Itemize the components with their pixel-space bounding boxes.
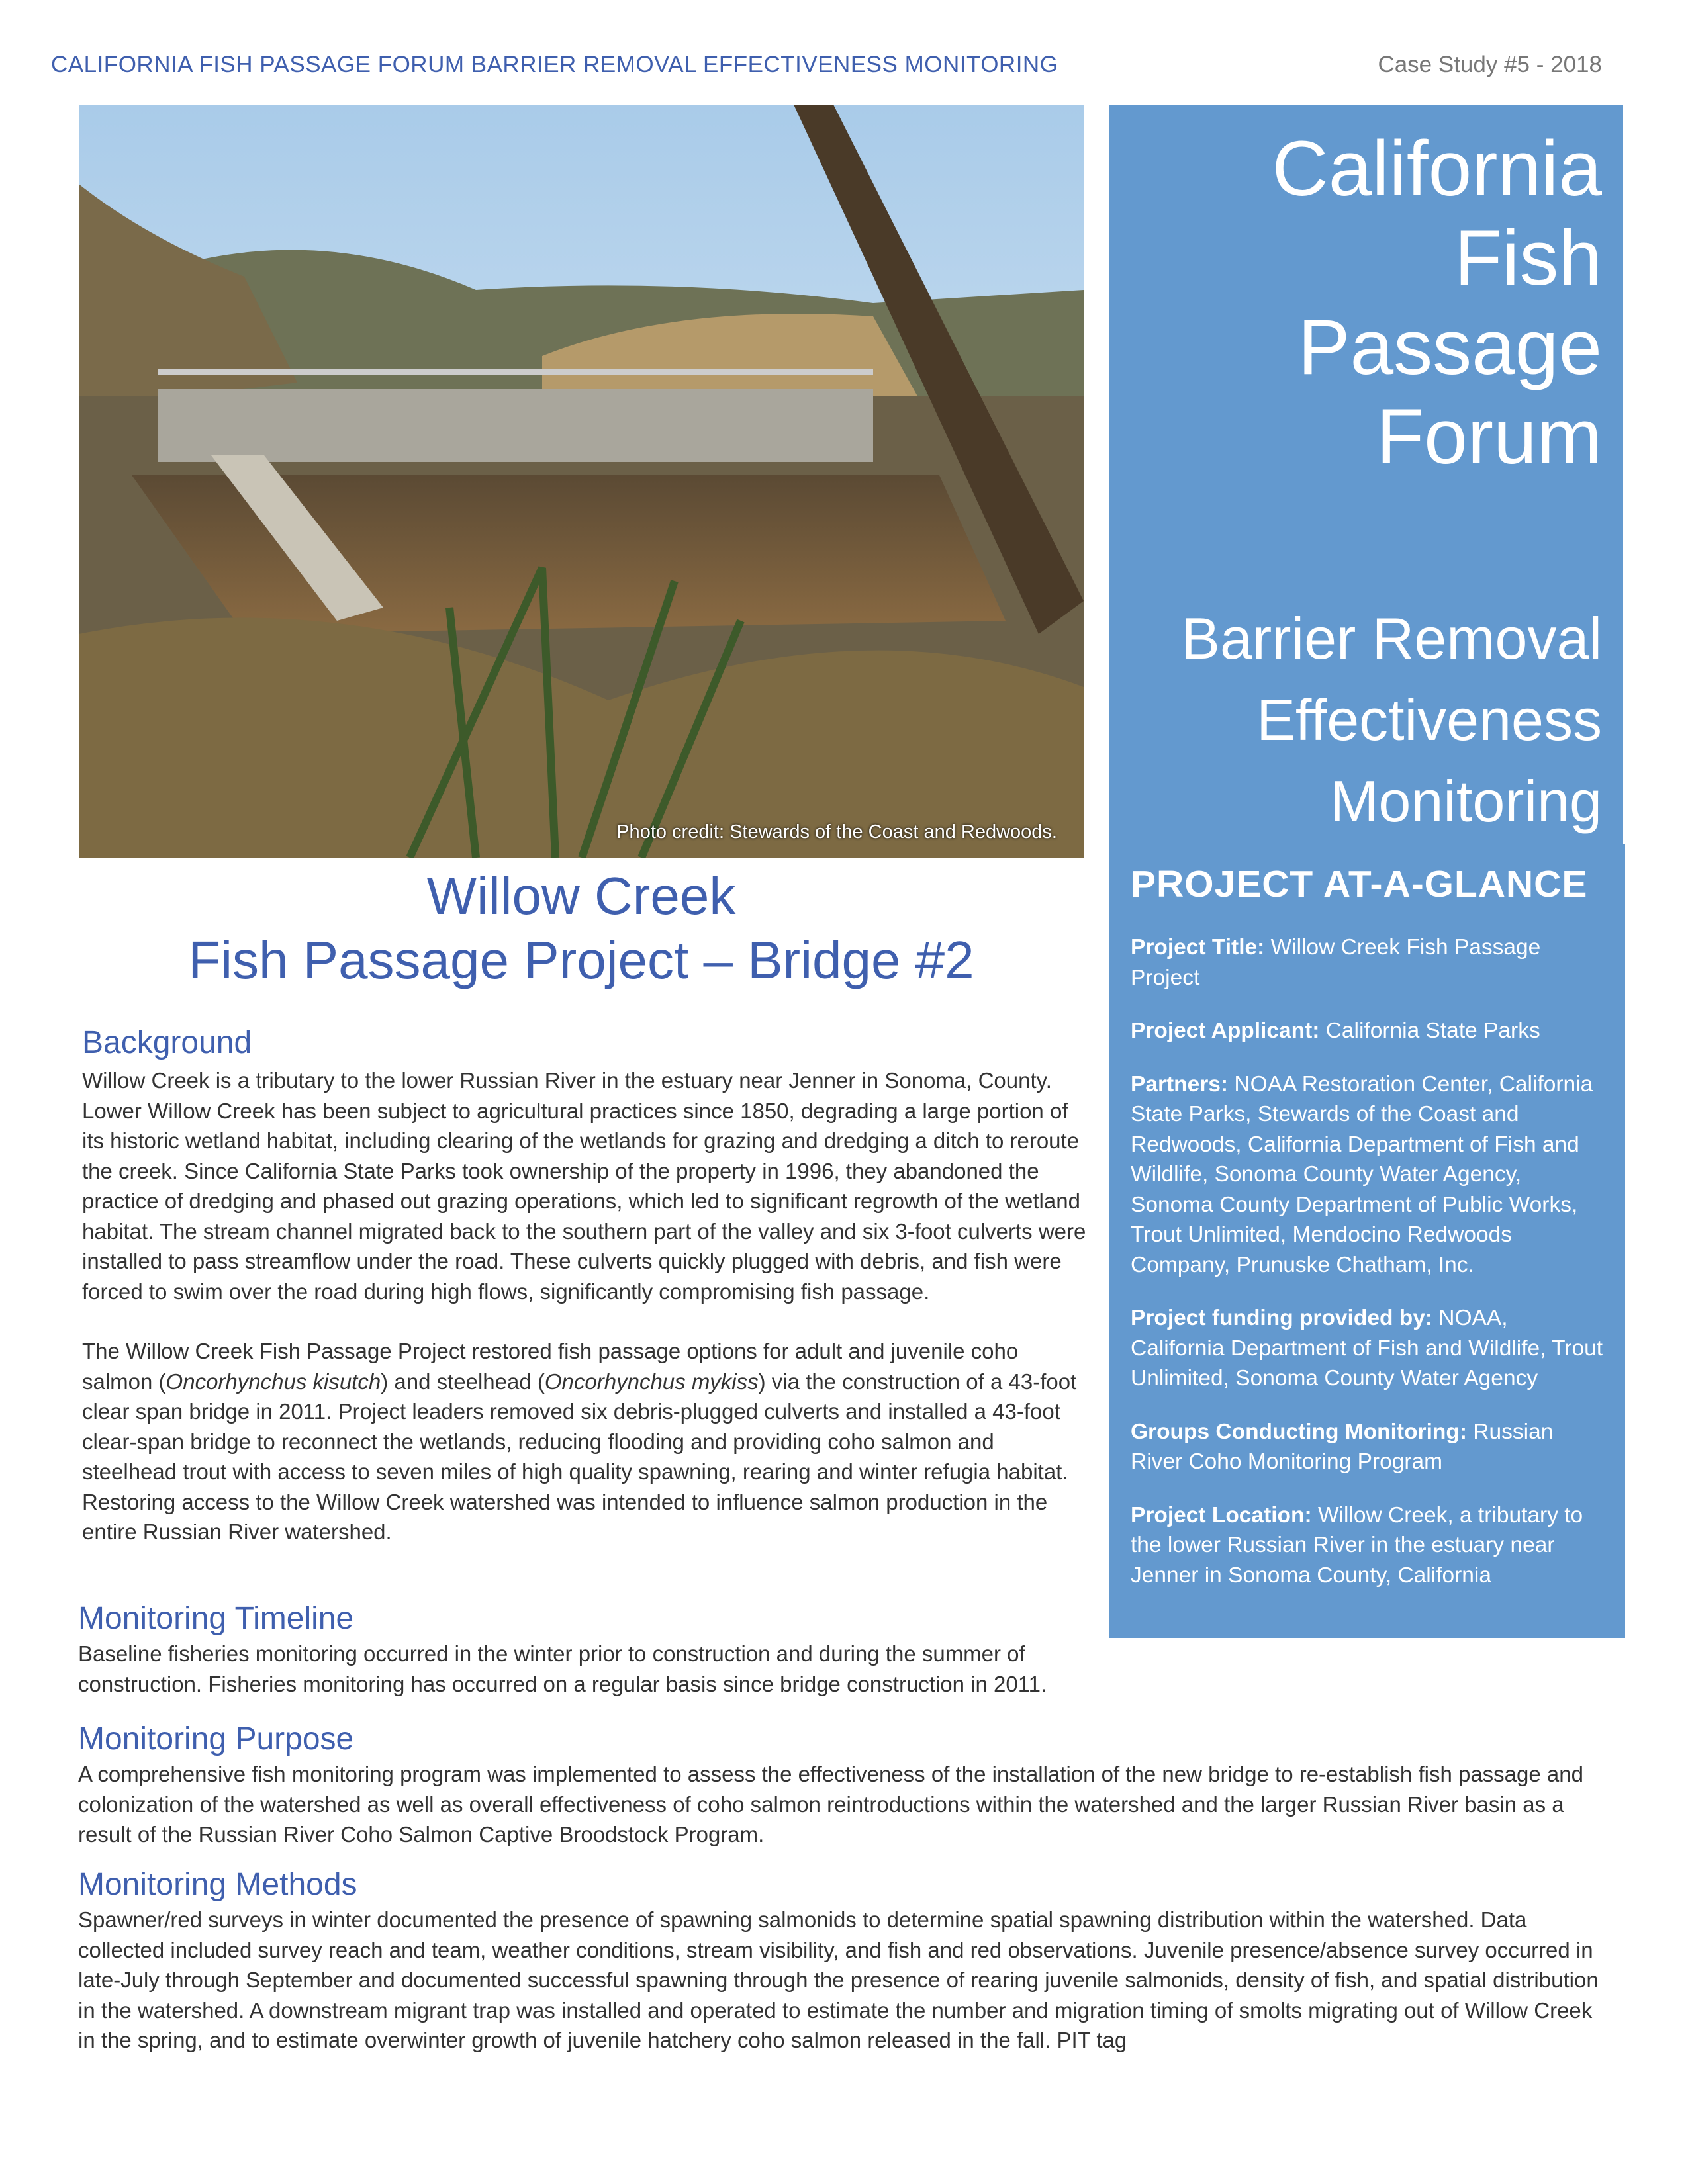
purpose-text: A comprehensive fish monitoring program was implemented to assess the effectiveness of the installation of the new bridge to re-establish fish passage and colonization of the watershed as well as overall effectiveness of coho salmon reintroductions within the watershed and the larger Russian River basin as a result of the Russian River Coho Salmon Captive Broodstock Program. (78, 1762, 1583, 1846)
brand-title-line: California (1272, 125, 1602, 212)
brand-title-line: Passage (1297, 304, 1602, 391)
timeline-heading: Monitoring Timeline (78, 1601, 354, 1636)
brand-title-line: Fish (1454, 214, 1602, 302)
background-heading: Background (82, 1025, 252, 1060)
glance-item: Project funding provided by: NOAA, California Department of Fish and Wildlife, Trout Unlimited, Sonoma County Water Agency (1131, 1306, 1603, 1390)
page-title: Willow Creek Fish Passage Project – Bridge #2 (188, 866, 974, 989)
methods-heading: Monitoring Methods (78, 1867, 357, 1902)
case-study-label: Case Study #5 - 2018 (1378, 52, 1602, 77)
glance-item: Partners: NOAA Restoration Center, California State Parks, Stewards of the Coast and Redwoods, California Department of Fish and Wildlife, Sonoma County Water Agency, Sonoma County Department of Public Works, Trout Unlimited, Mendocino Redwoods Company, Prunuske Chatham, Inc. (1131, 1071, 1593, 1277)
photo-credit: Photo credit: Stewards of the Coast and Redwoods. (616, 821, 1057, 842)
glance-item: Project Title: Willow Creek Fish Passage Project (1131, 935, 1541, 990)
glance-item: Project Location: Willow Creek, a tributary to the lower Russian River in the estuary near Jenner in Sonoma County, California (1131, 1502, 1583, 1588)
brand-panel (1109, 105, 1623, 844)
purpose-heading: Monitoring Purpose (78, 1721, 354, 1756)
brand-subtitle-line: Monitoring (1330, 768, 1602, 834)
glance-item: Groups Conducting Monitoring: Russian River Coho Monitoring Program (1131, 1419, 1554, 1474)
glance-heading: PROJECT AT-A-GLANCE (1131, 863, 1588, 905)
brand-subtitle-line: Barrier Removal (1181, 606, 1602, 671)
methods-text: Spawner/red surveys in winter documented the presence of spawning salmonids to determine spatial spawning distribution within the watershed. Data collected included survey reach and team, weather conditions, stream visibility, and fish and red observations. Juvenile presence/absence survey occurred in late-July through September and documented successful spawning through the presence of rearing juvenile salmonids, density of fish, and spatial distribution in the watershed. A downstream migrant trap was installed and operated to estimate the number and migration timing of smolts migrating out of Willow Creek in the spring, and to estimate overwinter growth of juvenile hatchery coho salmon released in the fall. PIT tag (78, 1907, 1599, 2052)
timeline-text: Baseline fisheries monitoring occurred in the winter prior to construction and during the summer of construction. Fisheries monitoring has occurred on a regular basis since bridge construction in 2011. (78, 1641, 1047, 1696)
bridge-photo (79, 105, 1084, 858)
brand-title-line: Forum (1376, 393, 1602, 480)
running-header: CALIFORNIA FISH PASSAGE FORUM BARRIER REMOVAL EFFECTIVENESS MONITORING (51, 52, 1058, 77)
glance-item: Project Applicant: California State Parks (1131, 1019, 1540, 1043)
brand-subtitle-line: Effectiveness (1256, 687, 1602, 752)
project-at-a-glance (1109, 844, 1625, 1638)
background-text: Willow Creek is a tributary to the lower Russian River in the estuary near Jenner in Sonoma, County. Lower Willow Creek has been subject to agricultural practices since 1850, degrading a large portion of its historic wetland habitat, including clearing of the wetlands for grazing and dredging a ditch to reroute the creek. Since California State Parks took ownership of the property in 1996, they abandoned the practice of dredging and phased out grazing operations, which led to significant regrowth of the wetland habitat. The stream channel migrated back to the southern part of the valley and six 3-foot culverts were installed to pass streamflow under the road. These culverts quickly plugged with debris, and fish were forced to swim over the road during high flows, significantly compromising fish passage. The Willow Creek Fish Passage Project restored fish passage options for adult and juvenile coho salmon (Oncorhynchus kisutch) and steelhead (Oncorhynchus mykiss) via the construction of a 43-foot clear span bridge in 2011. Project leaders removed six debris-plugged culverts and installed a 43-foot clear-span bridge to reconnect the wetlands, reducing flooding and providing coho salmon and steelhead trout with access to seven miles of high quality spawning, rearing and winter refugia habitat. Restoring access to the Willow Creek watershed was intended to influence salmon production in the entire Russian River watershed. (82, 1068, 1086, 1544)
